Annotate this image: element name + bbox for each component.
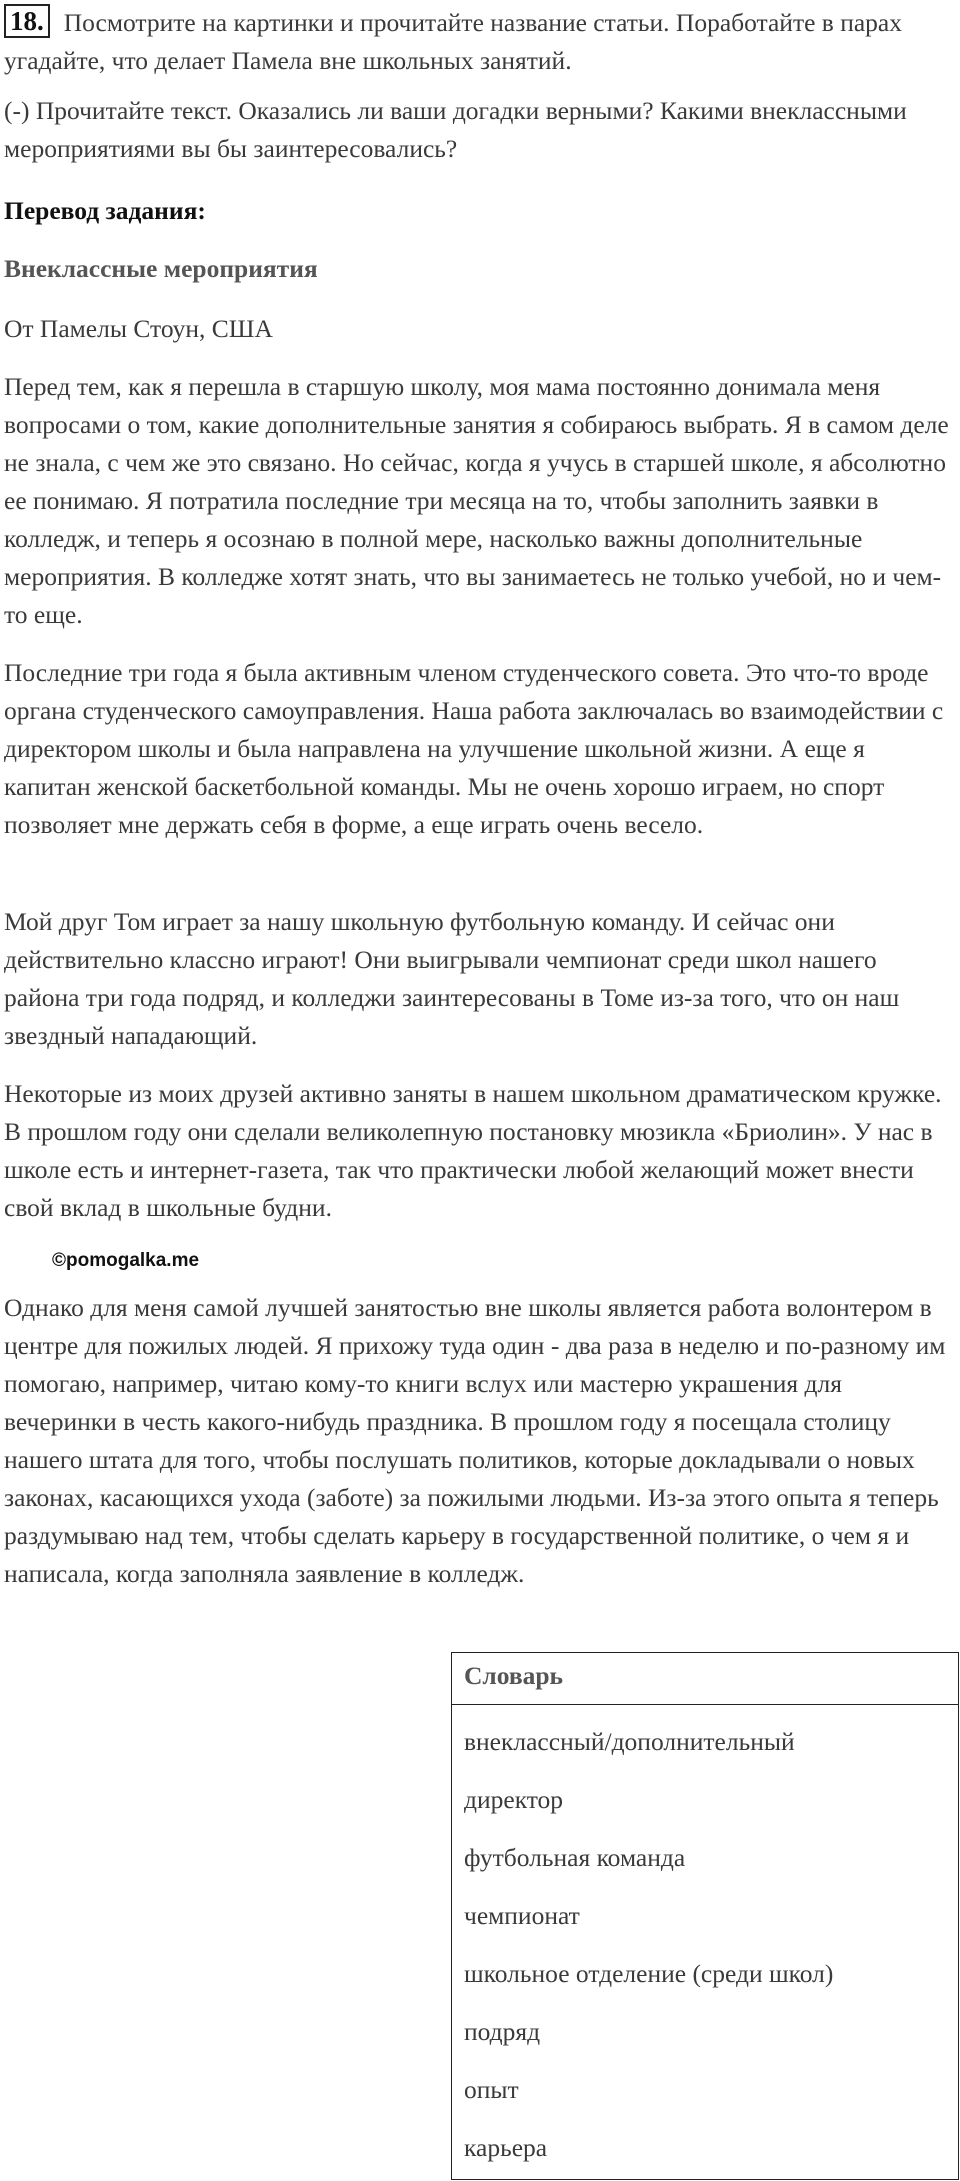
vocabulary-item: чемпионат <box>464 1901 580 1930</box>
vocabulary-title: Словарь <box>452 1653 958 1705</box>
vocabulary-item: директор <box>464 1785 564 1814</box>
vocabulary-item: подряд <box>464 2017 541 2046</box>
article-author: От Памелы Стоун, США <box>4 314 273 343</box>
vocabulary-item: внеклассный/дополнительный <box>464 1727 795 1756</box>
task-number: 18. <box>4 4 50 38</box>
article-paragraph-5: Однако для меня самой лучшей занятостью вне школы является работа волонтером в центре для пожилых людей. Я прихожу туда один - два раза в неделю и по-разному им помогаю, например, читаю кому-то книги вслух или мастерю украшения для вечеринки в честь какого-нибудь праздника. В прошлом году я посещала столицу нашего штата для того, чтобы послушать политиков, которые докладывали о новых законах, касающихся ухода (заботе) за пожилыми людьми. Из-за этого опыта я теперь раздумываю над тем, чтобы сделать карьеру в государственной политике, о чем я и написала, когда заполняла заявление в колледж. <box>4 1293 946 1588</box>
vocabulary-item: опыт <box>464 2075 519 2104</box>
vocabulary-item: карьера <box>464 2133 548 2162</box>
article-paragraph-4: Некоторые из моих друзей активно заняты в нашем школьном драматическом кружке. В прошлом году они сделали великолепную постановку мюзикла «Бриолин». У нас в школе есть и интернет-газета, так что практически любой желающий может внести свой вклад в школьные будни. <box>4 1079 942 1222</box>
article-paragraph-2: Последние три года я была активным членом студенческого совета. Это что-то вроде органа студенческого самоуправления. Наша работа заключалась во взаимодействии с директором школы и была направлена на улучшение школьной жизни. А еще я капитан женской баскетбольной команды. Мы не очень хорошо играем, но спорт позволяет мне держать себя в форме, а еще играть очень весело. <box>4 658 944 839</box>
task-instruction-2: (-) Прочитайте текст. Оказались ли ваши догадки верными? Какими внеклассными мероприятиями вы бы заинтересовались? <box>4 96 907 163</box>
watermark: ©pomogalka.me <box>52 1250 200 1271</box>
vocabulary-list <box>452 1705 958 2179</box>
vocabulary-item: футбольная команда <box>464 1843 686 1872</box>
task-instruction <box>4 4 954 80</box>
article-title: Внеклассные мероприятия <box>4 254 318 283</box>
article-paragraph-1: Перед тем, как я перешла в старшую школу, моя мама постоянно донимала меня вопросами о том, какие дополнительные занятия я собираюсь выбрать. Я в самом деле не знала, с чем же это связано. Но сейчас, когда я учусь в старшей школе, я абсолютно ее понимаю. Я потратила последние три месяца на то, чтобы заполнить заявки в колледж, и теперь я осознаю в полной мере, насколько важны дополнительные мероприятия. В колледже хотят знать, что вы занимаетесь не только учебой, но и чем-то еще. <box>4 372 949 629</box>
article-paragraph-3: Мой друг Том играет за нашу школьную футбольную команду. И сейчас они действительно классно играют! Они выигрывали чемпионат среди школ нашего района три года подряд, и колледжи заинтересованы в Томе из-за того, что он наш звездный нападающий. <box>4 907 900 1050</box>
task-instruction-text: Посмотрите на картинки и прочитайте название статьи. Поработайте в парах угадайте, что делает Памела вне школьных занятий. <box>4 8 902 75</box>
vocabulary-item: школьное отделение (среди школ) <box>464 1959 834 1988</box>
translation-heading: Перевод задания: <box>4 196 206 225</box>
vocabulary-box <box>451 1652 959 2180</box>
